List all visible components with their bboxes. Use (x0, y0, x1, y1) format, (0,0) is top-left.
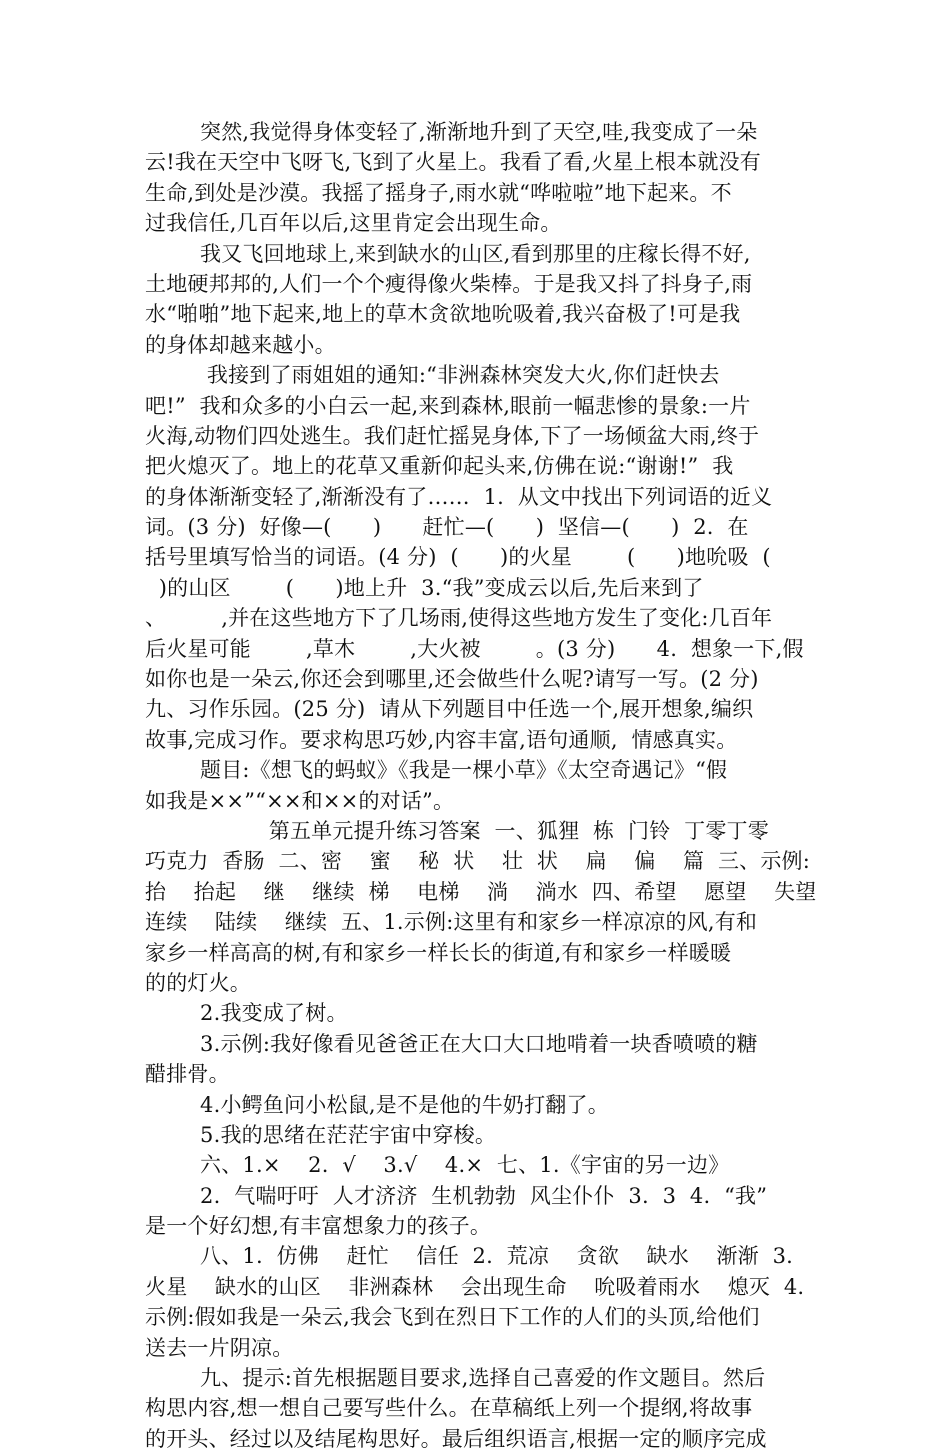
text-line: 是一个好幻想,有丰富想象力的孩子。 (145, 1214, 492, 1239)
text-line: 我又飞回地球上,来到缺水的山区,看到那里的庄稼长得不好, (145, 241, 751, 266)
text-line: 送去一片阴凉。 (145, 1335, 294, 1360)
text-line: 词。(3 分) 好像—( ) 赶忙—( ) 坚信—( ) 2. 在 (145, 515, 749, 540)
text-line: 九、提示:首先根据题目要求,选择自己喜爱的作文题目。然后 (145, 1366, 766, 1391)
text-line: 吧!” 我和众多的小白云一起,来到森林,眼前一幅悲惨的景象:一片 (145, 393, 751, 418)
text-line: 示例:假如我是一朵云,我会飞到在烈日下工作的人们的头顶,给他们 (145, 1305, 760, 1330)
text-line: 如我是××”“××和××的对话”。 (145, 788, 455, 813)
text-line: 醋排骨。 (145, 1062, 230, 1087)
text-line: 云!我在天空中飞呀飞,飞到了火星上。我看了看,火星上根本就没有 (145, 150, 761, 175)
text-line: 第五单元提升练习答案 一、狐狸 栋 门铃 丁零丁零 (145, 818, 769, 843)
text-line: 我接到了雨姐姐的通知:“非洲森林突发大火,你们赶快去 (145, 363, 720, 388)
text-line: 八、1. 仿佛 赶忙 信任 2. 荒凉 贪欲 缺水 渐渐 3. (145, 1244, 794, 1269)
text-line: 抬 抬起 继 继续 梯 电梯 淌 淌水 四、希望 愿望 失望 (145, 879, 817, 904)
text-line: 的身体渐渐变轻了,渐渐没有了…… 1. 从文中找出下列词语的近义 (145, 484, 773, 509)
text-line: )的山区 ( )地上升 3.“我”变成云以后,先后来到了 (145, 575, 704, 600)
text-line: 的的灯火。 (145, 970, 251, 995)
text-line: 的身体却越来越小。 (145, 332, 336, 357)
text-line: 火海,动物们四处逃生。我们赶忙摇晃身体,下了一场倾盆大雨,终于 (145, 423, 760, 448)
text-line: 的开头、经过以及结尾构思好。最后组织语言,根据一定的顺序完成 (145, 1426, 767, 1451)
text-line: 5.我的思绪在茫茫宇宙中穿梭。 (145, 1122, 497, 1147)
text-line: 题目:《想飞的蚂蚁》《我是一棵小草》《太空奇遇记》“假 (145, 758, 728, 783)
text-line: 连续 陆续 继续 五、1.示例:这里有和家乡一样凉凉的风,有和 (145, 910, 758, 935)
text-line: 3.示例:我好像看见爸爸正在大口大口地啃着一块香喷喷的糖 (145, 1031, 758, 1056)
text-line: 2. 气喘吁吁 人才济济 生机勃勃 风尘仆仆 3. 3 4. “我” (145, 1183, 768, 1208)
text-line: 水“啪啪”地下起来,地上的草木贪欲地吮吸着,我兴奋极了!可是我 (145, 302, 741, 327)
text-line: 过我信任,几百年以后,这里肯定会出现生命。 (145, 211, 562, 236)
text-line: 括号里填写恰当的词语。(4 分) ( )的火星 ( )地吮吸 ( (145, 545, 771, 570)
text-line: 、 ,并在这些地方下了几场雨,使得这些地方发生了变化:几百年 (145, 606, 773, 631)
document-body (145, 117, 817, 1454)
text-line: 后火星可能 ,草木 ,大火被 。(3 分) 4. 想象一下,假 (145, 636, 804, 661)
text-line: 2.我变成了树。 (145, 1001, 348, 1026)
text-line: 突然,我觉得身体变轻了,渐渐地升到了天空,哇,我变成了一朵 (145, 120, 758, 144)
text-line: 把火熄灭了。地上的花草又重新仰起头来,仿佛在说:“谢谢!” 我 (145, 454, 734, 479)
text-line: 生命,到处是沙漠。我摇了摇身子,雨水就“哗啦啦”地下起来。不 (145, 180, 732, 205)
text-line: 火星 缺水的山区 非洲森林 会出现生命 吮吸着雨水 熄灭 4. (145, 1274, 805, 1299)
text-line: 九、习作乐园。(25 分) 请从下列题目中任选一个,展开想象,编织 (145, 697, 754, 722)
text-line: 家乡一样高高的树,有和家乡一样长长的街道,有和家乡一样暖暖 (145, 940, 732, 965)
text-line: 土地硬邦邦的,人们一个个瘦得像火柴棒。于是我又抖了抖身子,雨 (145, 271, 753, 296)
text-line: 构思内容,想一想自己要写些什么。在草稿纸上列一个提纲,将故事 (145, 1396, 753, 1421)
text-line: 巧克力 香肠 二、密 蜜 秘 状 壮 状 扁 偏 篇 三、示例: (145, 849, 811, 874)
text-line: 如你也是一朵云,你还会到哪里,还会做些什么呢?请写一写。(2 分) (145, 667, 759, 692)
text-line: 六、1.× 2. √ 3.√ 4.× 七、1.《宇宙的另一边》 (145, 1153, 730, 1178)
text-line: 4.小鳄鱼问小松鼠,是不是他的牛奶打翻了。 (145, 1092, 609, 1117)
text-line: 故事,完成习作。要求构思巧妙,内容丰富,语句通顺, 情感真实。 (145, 727, 738, 752)
